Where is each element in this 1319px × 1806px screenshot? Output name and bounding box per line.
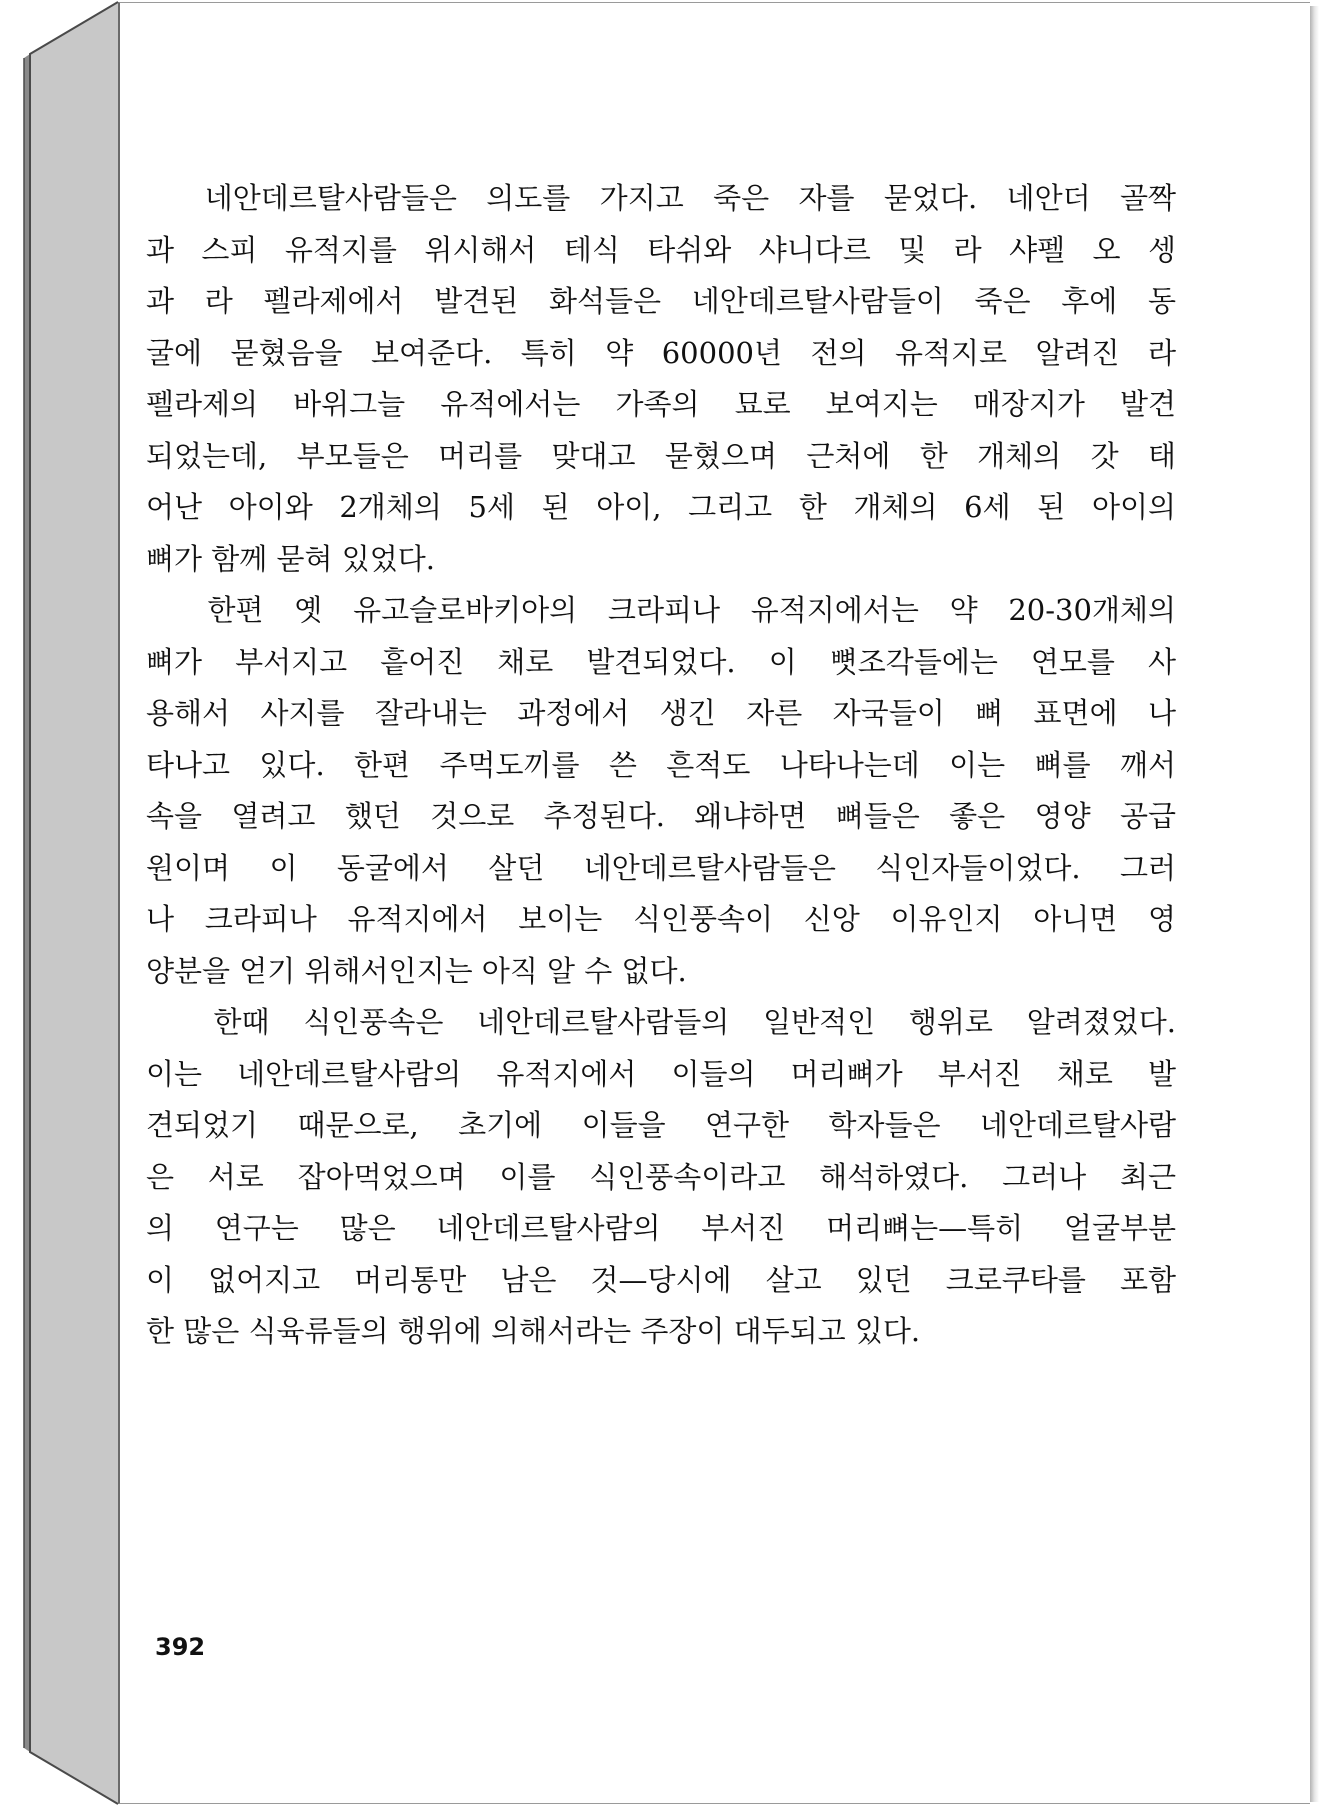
text-line: 원이며 이 동굴에서 살던 네안데르탈사람들은 식인자들이었다. 그러 xyxy=(146,850,1176,885)
text-line: 견되었기 때문으로, 초기에 이들을 연구한 학자들은 네안데르탈사람 xyxy=(146,1108,1176,1142)
text-line: 굴에 묻혔음을 보여준다. 특히 약 60000년 전의 유적지로 알려진 라 xyxy=(146,335,1176,370)
text-line: 네안데르탈사람들은 의도를 가지고 죽은 자를 묻었다. 네안더 골짝 xyxy=(146,181,1176,215)
paragraph-2 xyxy=(146,585,1176,997)
paragraph-3 xyxy=(146,997,1176,1358)
text-line: 타나고 있다. 한편 주먹도끼를 쓴 흔적도 나타나는데 이는 뼈를 깨서 xyxy=(146,747,1176,782)
text-line: 이 없어지고 머리통만 남은 것—당시에 살고 있던 크로쿠타를 포함 xyxy=(146,1262,1176,1297)
text-line: 한편 옛 유고슬로바키아의 크라피나 유적지에서는 약 20-30개체의 xyxy=(146,593,1176,627)
text-line: 속을 열려고 했던 것으로 추정된다. 왜냐하면 뼈들은 좋은 영양 공급 xyxy=(146,799,1176,833)
text-line: 이는 네안데르탈사람의 유적지에서 이들의 머리뼈가 부서진 채로 발 xyxy=(146,1056,1176,1091)
text-line: 과 라 펠라제에서 발견된 화석들은 네안데르탈사람들이 죽은 후에 동 xyxy=(146,284,1176,318)
text-line: 의 연구는 많은 네안데르탈사람의 부서진 머리뼈는—특히 얼굴부분 xyxy=(146,1211,1176,1245)
text-line: 뼈가 함께 묻혀 있었다. xyxy=(146,541,435,576)
text-line: 과 스피 유적지를 위시해서 테식 타쉬와 샤니다르 및 라 샤펠 오 셍 xyxy=(146,232,1176,267)
text-line: 뼈가 부서지고 흩어진 채로 발견되었다. 이 뼛조각들에는 연모를 사 xyxy=(146,644,1176,679)
text-line: 되었는데, 부모들은 머리를 맞대고 묻혔으며 근처에 한 개체의 갓 태 xyxy=(146,438,1176,473)
book-spine xyxy=(0,0,120,1806)
text-line: 나 크라피나 유적지에서 보이는 식인풍속이 신앙 이유인지 아니면 영 xyxy=(146,902,1176,936)
text-line: 은 서로 잡아먹었으며 이를 식인풍속이라고 해석하였다. 그러나 최근 xyxy=(146,1159,1176,1194)
text-line: 펠라제의 바위그늘 유적에서는 가족의 묘로 보여지는 매장지가 발견 xyxy=(146,387,1176,421)
text-line: 어난 아이와 2개체의 5세 된 아이, 그리고 한 개체의 6세 된 아이의 xyxy=(146,490,1176,524)
text-line: 한때 식인풍속은 네안데르탈사람들의 일반적인 행위로 알려졌었다. xyxy=(146,1005,1176,1039)
text-line: 양분을 얻기 위해서인지는 아직 알 수 없다. xyxy=(146,953,687,988)
body-text xyxy=(146,173,1176,1358)
page-number: 392 xyxy=(155,1633,206,1661)
text-line: 용해서 사지를 잘라내는 과정에서 생긴 자른 자국들이 뼈 표면에 나 xyxy=(146,696,1176,730)
paragraph-1 xyxy=(146,173,1176,585)
text-line: 한 많은 식육류들의 행위에 의해서라는 주장이 대두되고 있다. xyxy=(146,1314,921,1348)
